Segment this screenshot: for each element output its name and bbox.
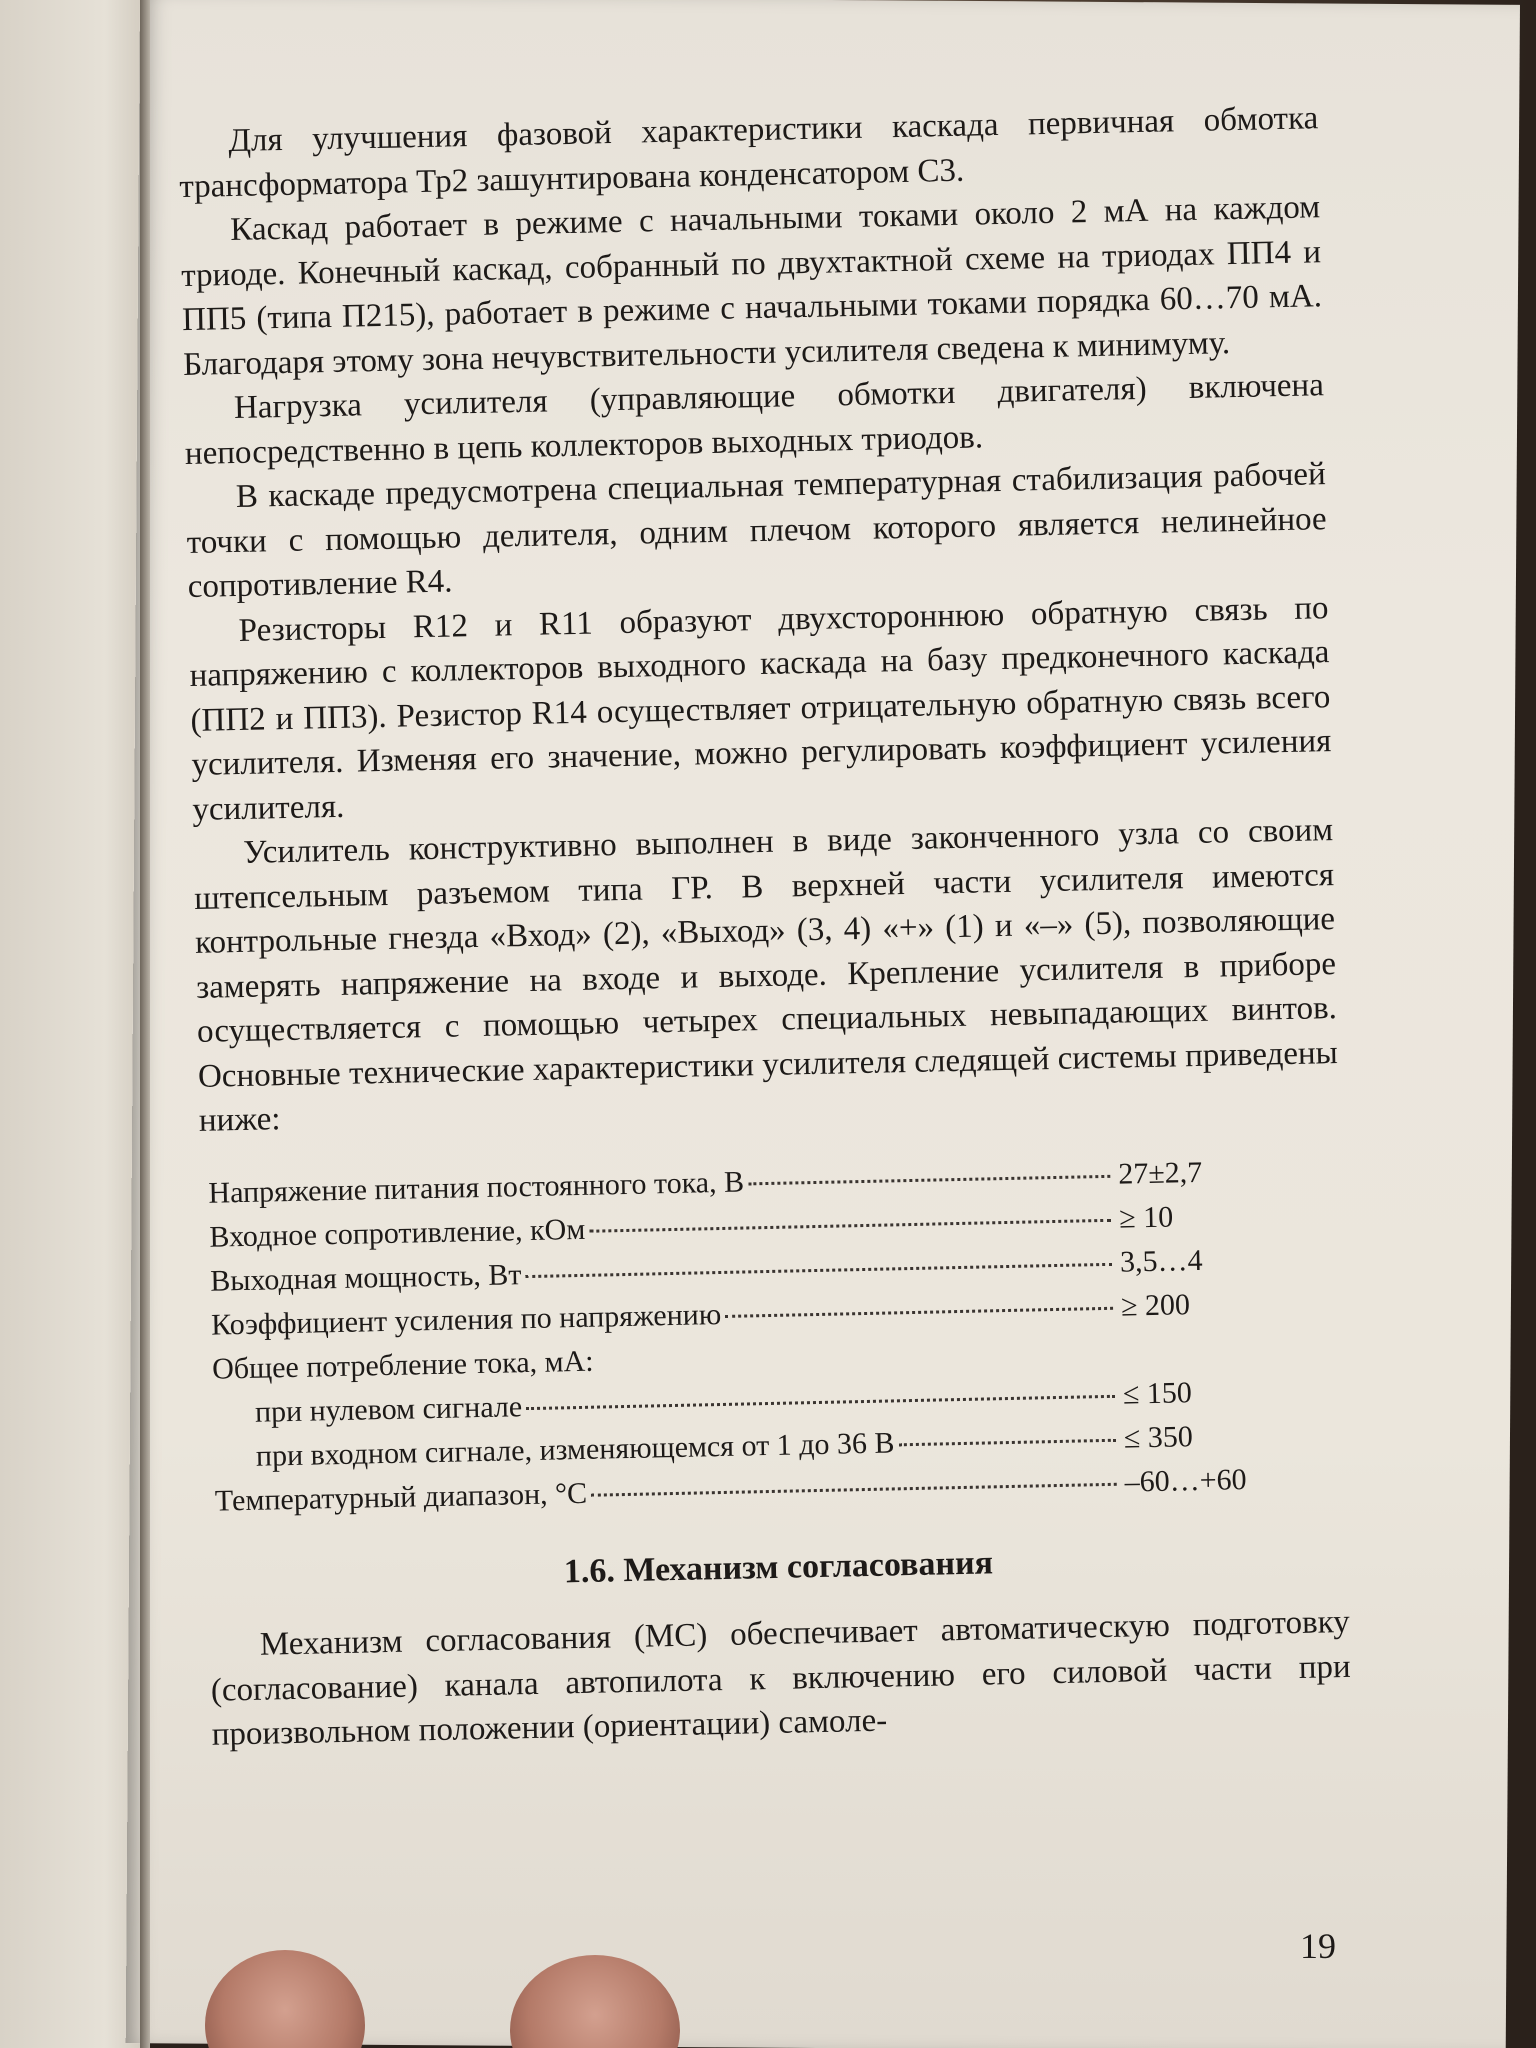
spec-list xyxy=(208,1149,1275,1523)
paragraph-4: В каскаде предусмотрена специальная температурная стабилизация рабочей точки с помощью делителя, одним плечом которого является нелинейное сопротивление R4. xyxy=(186,456,1327,606)
leader-dots xyxy=(526,1394,1115,1409)
spec-label: Напряжение питания постоянного тока, В xyxy=(208,1164,745,1210)
spec-label: Входное сопротивление, кОм xyxy=(209,1212,586,1254)
paragraph-6: Усилитель конструктивно выполнен в виде законченного узла со своим штепсельным разъемом типа ГР. В верхней части усилителя имеются контрольные гнезда «Вход» (2), «Выход» (3, 4) «+» (1) и «–» (5), позволяющие замерять напряжение на входе и выходе. Крепление усилителя в приборе осуществляется с помощью четырех специальных невыпадающих винтов. Основные технические характеристики усилителя следящей системы приведены ниже: xyxy=(193,812,1339,1139)
spec-label: Общее потребление тока, мА: xyxy=(211,1344,594,1386)
book-spine xyxy=(140,0,150,2048)
page-number: 19 xyxy=(1300,1926,1336,1966)
spec-value: 3,5…4 xyxy=(1119,1243,1203,1279)
spec-value: ≤ 150 xyxy=(1122,1375,1193,1411)
leader-dots xyxy=(589,1218,1111,1232)
paragraph-2: Каскад работает в режиме с начальными токами около 2 мА на каждом триоде. Конечный каскад, собранный по двухтактной схеме на триодах ПП4 и ПП5 (типа П215), работает в режиме с начальными токами порядка 60…70 мА. Благодаря этому зона нечувствительности усилителя сведена к минимуму. xyxy=(180,189,1323,383)
spec-label: при входном сигнале, изменяющемся от 1 до 36 В xyxy=(255,1425,895,1473)
spec-label: Выходная мощность, Вт xyxy=(209,1257,522,1298)
section-heading: 1.6. Механизм согласования xyxy=(563,1543,994,1590)
spec-label: Коэффициент усиления по напряжению xyxy=(210,1297,722,1342)
spec-value: –60…+60 xyxy=(1124,1462,1247,1499)
leader-dots xyxy=(748,1174,1110,1185)
spec-value: ≥ 200 xyxy=(1120,1287,1191,1323)
paragraph-1: Для улучшения фазовой характеристики каскада первичная обмотка трансформатора Тр2 зашунтирована конденсатором С3. xyxy=(178,100,1319,205)
spec-value: ≥ 10 xyxy=(1118,1200,1174,1235)
leader-dots xyxy=(725,1306,1113,1317)
spec-value: 27±2,7 xyxy=(1117,1155,1203,1191)
leader-dots xyxy=(598,1353,1114,1364)
spec-value xyxy=(1122,1356,1272,1359)
section-paragraph: Механизм согласования (МС) обеспечивает автоматическую подготовку (согласование) канала автопилота к включению его силовой части при произвольном положении (ориентации) самоле- xyxy=(210,1603,1351,1753)
paragraph-3: Нагрузка усилителя (управляющие обмотки двигателя) включена непосредственно в цепь коллекторов выходных триодов. xyxy=(184,367,1325,472)
page-text xyxy=(178,96,1352,1757)
leader-dots xyxy=(525,1262,1112,1277)
spec-value: ≤ 350 xyxy=(1123,1419,1194,1455)
leader-dots xyxy=(898,1438,1115,1446)
spec-label: Температурный диапазон, °С xyxy=(214,1476,588,1518)
paragraph-5: Резисторы R12 и R11 образуют двухстороннюю обратную связь по напряжению с коллекторов выходного каскада на базу предконечного каскада (ПП2 и ПП3). Резистор R14 осуществляет отрицательную обратную связь всего усилителя. Изменяя его значение, можно регулировать коэффициент усиления усилителя. xyxy=(189,589,1332,828)
leader-dots xyxy=(591,1482,1117,1496)
spec-label: при нулевом сигнале xyxy=(254,1389,523,1429)
